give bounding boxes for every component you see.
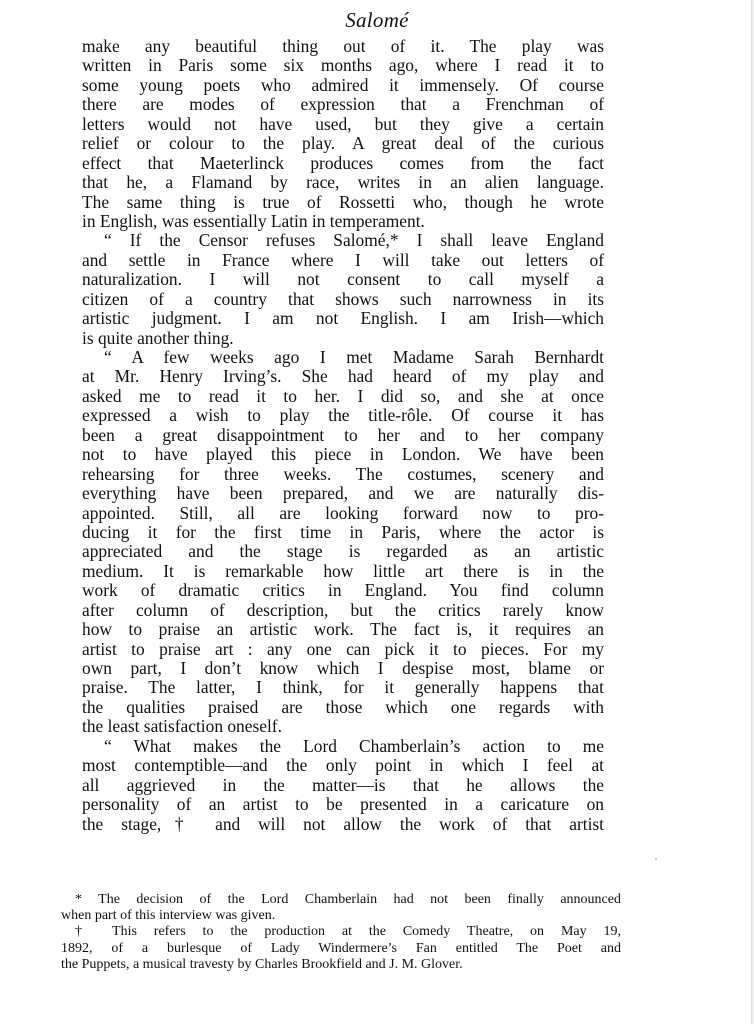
body-line: rehearsing for three weeks. The costumes, scenery and	[82, 463, 604, 484]
body-line: own part, I don’t know which I despise most, blame or	[82, 658, 604, 678]
body-line: everything have been prepared, and we are naturally dis-	[82, 483, 604, 504]
body-line: praise. The latter, I think, for it generally happens that	[82, 677, 604, 698]
body-line: in English, was essentially Latin in temperament.	[82, 210, 425, 231]
body-line: “ What makes the Lord Chamberlain’s action to me	[104, 735, 604, 756]
body-line: expressed a wish to play the title-rôle. Of course it has	[82, 405, 604, 426]
body-line: appointed. Still, all are looking forward now to pro-	[82, 502, 604, 523]
footnote-line: when part of this interview was given.	[61, 908, 276, 924]
body-line: effect that Maeterlinck produces comes from the fact	[82, 152, 604, 173]
body-line: been a great disappointment to her and to her company	[82, 424, 604, 445]
body-line: medium. It is remarkable how little art there is in the	[82, 560, 604, 581]
body-line: citizen of a country that shows such narrowness in its	[82, 288, 604, 309]
body-line: all aggrieved in the matter—is that he allows the	[82, 774, 604, 795]
body-text	[82, 37, 604, 834]
body-line: “ If the Censor refuses Salomé,* I shall leave England	[104, 230, 604, 251]
body-line: naturalization. I will not consent to call myself a	[82, 269, 604, 290]
body-line: artistic judgment. I am not English. I am Irish—which	[82, 308, 604, 329]
body-line: is quite another thing.	[82, 327, 234, 348]
body-line: after column of description, but the critics rarely know	[82, 599, 604, 620]
body-line: artist to praise art : any one can pick it to pieces. For my	[82, 638, 604, 659]
body-line: The same thing is true of Rossetti who, though he wrote	[82, 191, 604, 212]
body-line: make any beautiful thing out of it. The play was	[82, 36, 604, 56]
body-line: some young poets who admired it immensely. Of course	[82, 74, 604, 95]
body-line: ducing it for the first time in Paris, where the actor is	[82, 521, 604, 542]
body-line: at Mr. Henry Irving’s. She had heard of my play and	[82, 366, 604, 387]
body-line: the qualities praised are those which one regards with	[82, 696, 604, 717]
scan-speck	[655, 858, 657, 860]
body-line: appreciated and the stage is regarded as an artistic	[82, 541, 604, 562]
body-line: and settle in France where I will take out letters of	[82, 249, 604, 270]
body-line: letters would not have used, but they give a certain	[82, 113, 604, 134]
body-line: not to have played this piece in London. We have been	[82, 444, 604, 465]
body-line: the stage,† and will not allow the work of that artist	[82, 813, 604, 834]
body-line: the least satisfaction oneself.	[82, 716, 282, 737]
running-head: Salomé	[345, 8, 409, 32]
body-line: that he, a Flamand by race, writes in an alien language.	[82, 172, 604, 193]
body-line: work of dramatic critics in England. You find column	[82, 580, 604, 601]
body-line: there are modes of expression that a Frenchman of	[82, 94, 604, 115]
body-line: personality of an artist to be presented in a caricature on	[82, 794, 604, 815]
footnotes	[61, 892, 621, 973]
body-line: most contemptible—and the only point in which I feel at	[82, 755, 604, 776]
footnote-line: † This refers to the production at the Comedy Theatre, on May 19,	[75, 924, 621, 940]
body-line: asked me to read it to her. I did so, and she at once	[82, 385, 604, 406]
body-line: “ A few weeks ago I met Madame Sarah Bernhardt	[104, 347, 604, 367]
footnote-line: the Puppets, a musical travesty by Charles Brookfield and J. M. Glover.	[61, 956, 463, 972]
body-line: written in Paris some six months ago, where I read it to	[82, 55, 604, 76]
body-line: how to praise an artistic work. The fact is, it requires an	[82, 619, 604, 640]
footnote-line: 1892, of a burlesque of Lady Windermere’s Fan entitled The Poet and	[61, 940, 621, 956]
body-line: relief or colour to the play. A great deal of the curious	[82, 133, 604, 154]
footnote-line: * The decision of the Lord Chamberlain had not been finally announced	[75, 892, 621, 907]
